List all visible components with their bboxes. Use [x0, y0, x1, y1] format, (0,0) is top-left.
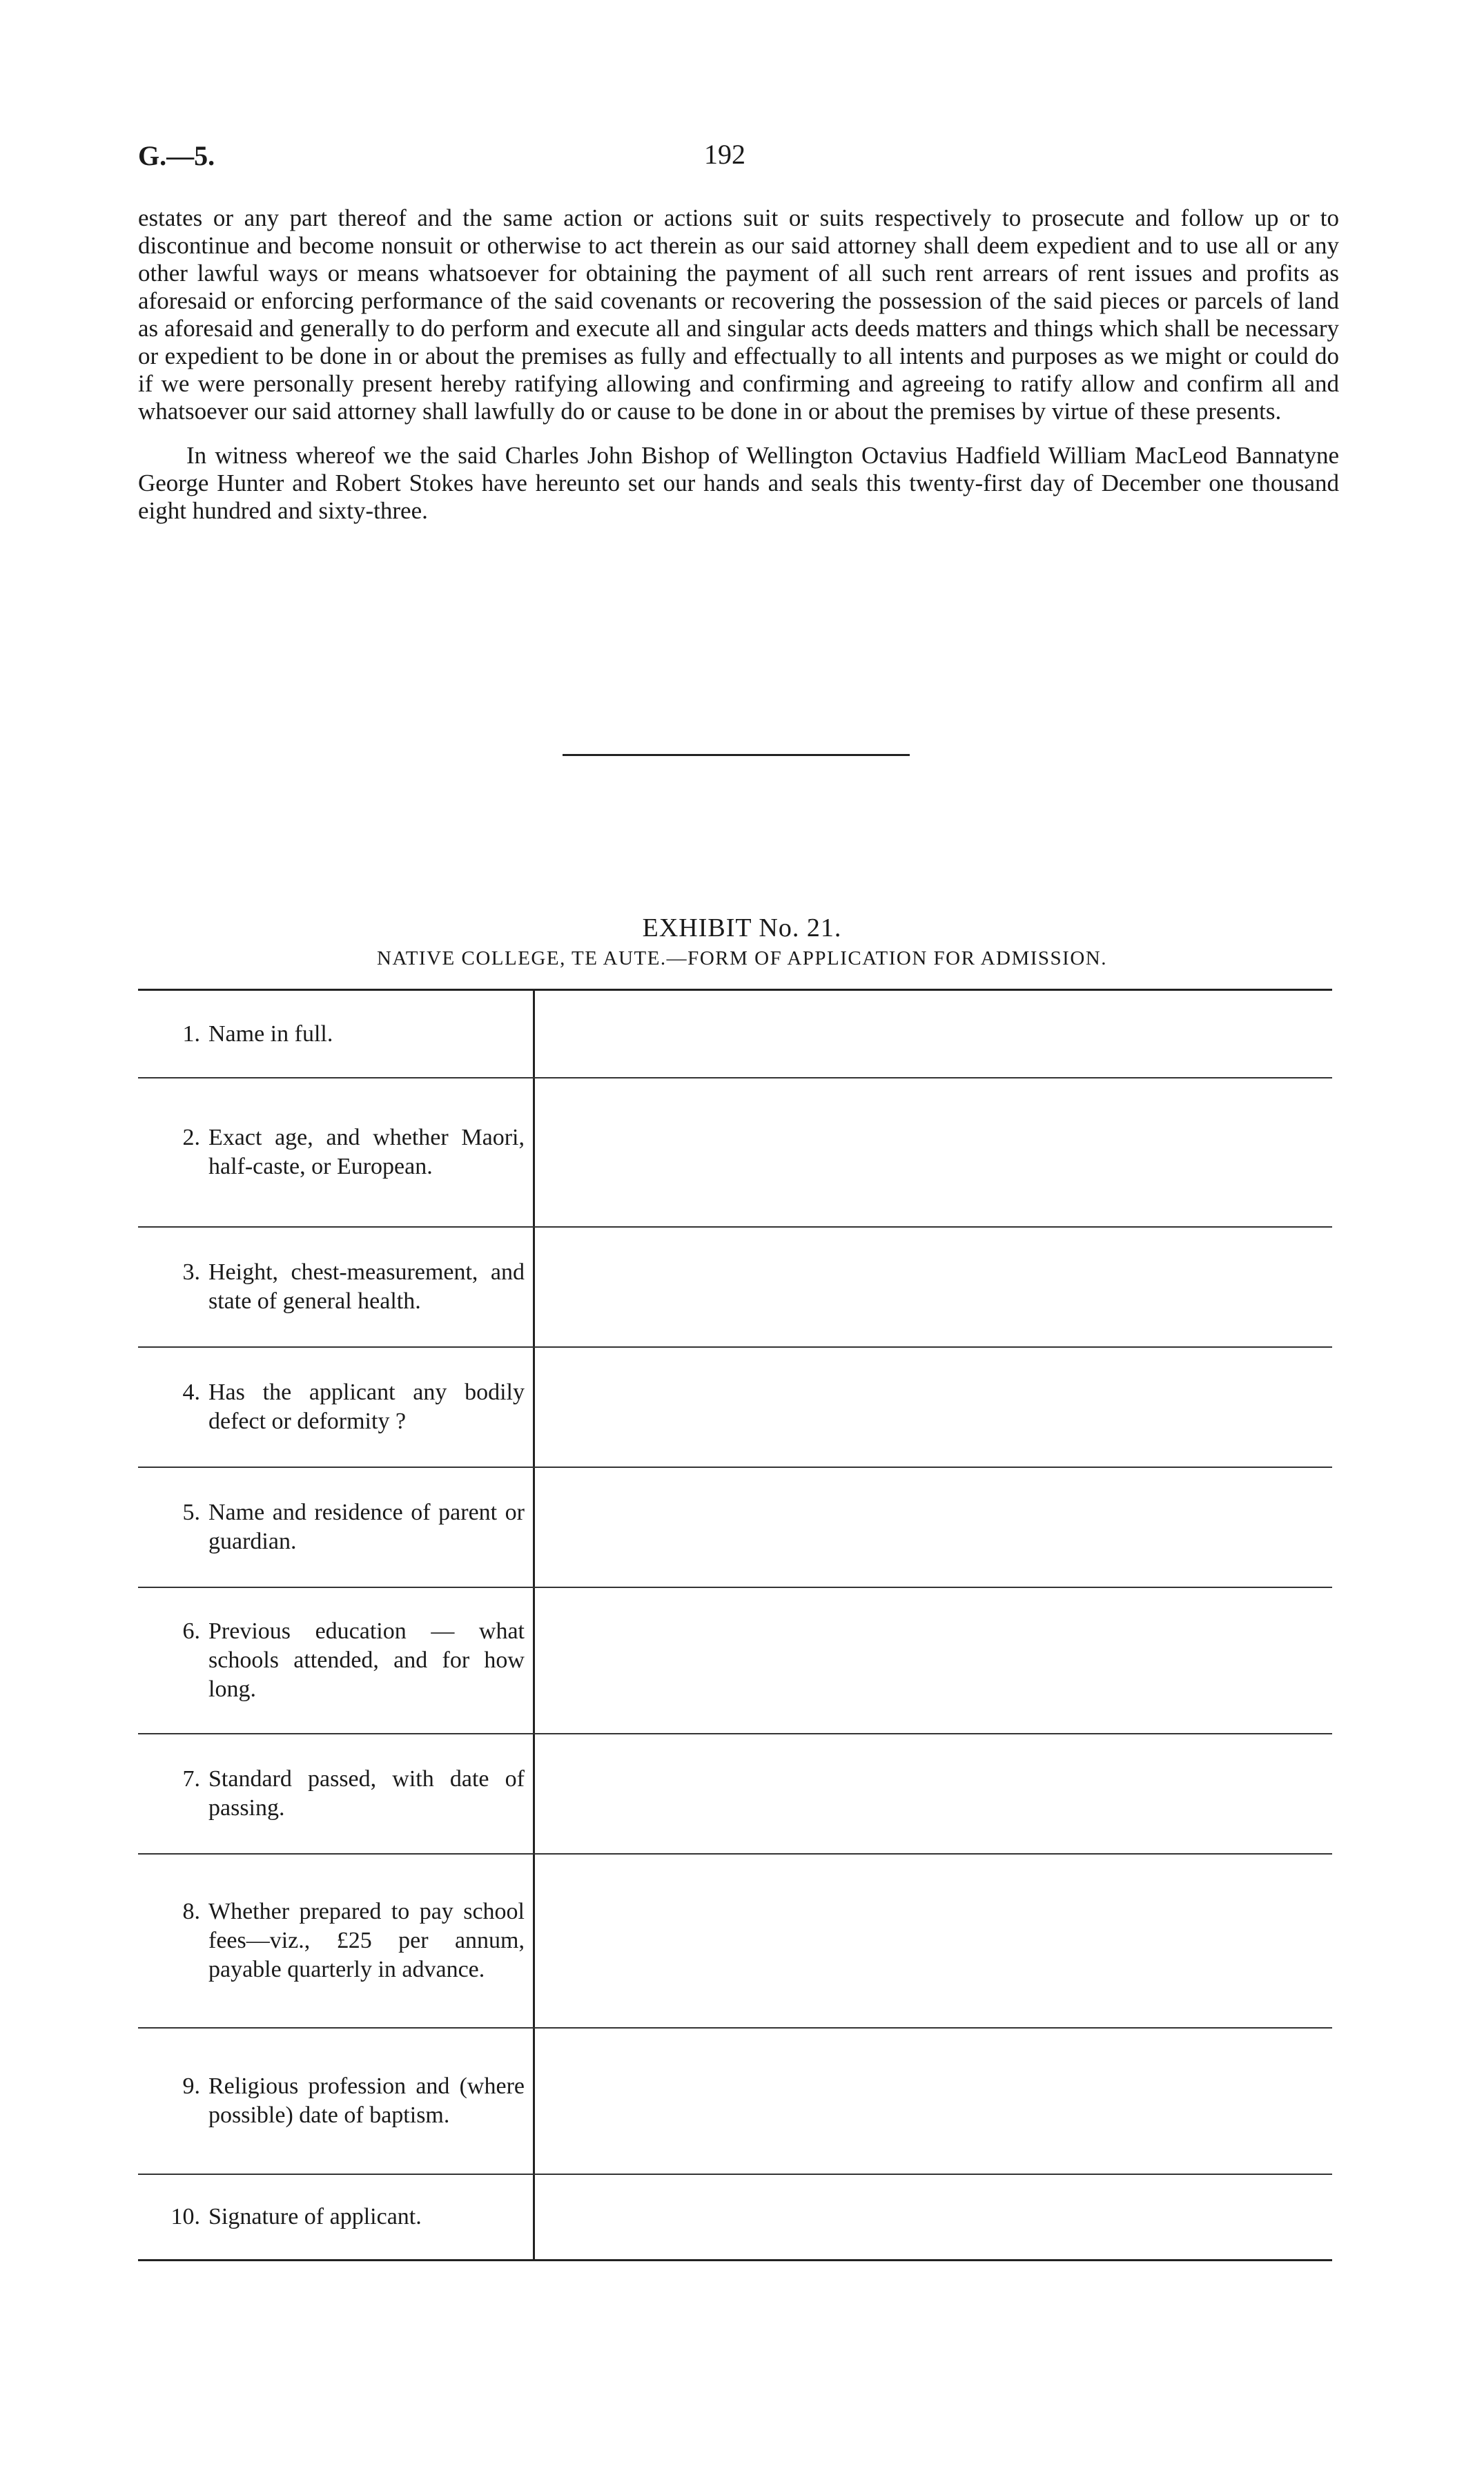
question-text: Signature of applicant.	[208, 2204, 422, 2229]
deed-paragraph-continuation: estates or any part thereof and the same action or actions suit or suits respectively to prosecute and follow up or to discontinue and become nonsuit or otherwise to act therein as our said attorney shall deem expedient and to use all or any other lawful ways or means whatsoever for obtaining the payment of all such rent arrears of rent issues and profits as aforesaid or enforcing performance of the said covenants or recovering the possession of the said pieces or parcels of land as aforesaid and generally to do perform and execute all and singular acts deeds matters and things which shall be necessary or expedient to be done in or about the premises as fully and effectually to all intents and purposes as we might or could do if we were personally present hereby ratifying allowing and confirming and agreeing to ratify allow and confirm all and whatsoever our said attorney shall lawfully do or cause to be done in or about the premises by virtue of these presents.	[138, 204, 1339, 425]
answer-field[interactable]	[535, 1348, 1332, 1467]
question-text: Name in full.	[208, 1020, 333, 1047]
form-row	[138, 1855, 1332, 2029]
question-text: Exact age, and whether Maori, half-caste, or European.	[208, 1125, 525, 1179]
form-row	[138, 1734, 1332, 1855]
question-text: Standard passed, with date of passing.	[208, 1766, 525, 1821]
question-text: Height, chest-measurement, and state of general health.	[208, 1259, 525, 1314]
section-divider	[563, 754, 910, 756]
answer-field[interactable]	[535, 1468, 1332, 1587]
form-row	[138, 991, 1332, 1078]
question-number: 6.	[182, 1618, 200, 1644]
question-number: 7.	[182, 1766, 200, 1792]
form-row	[138, 1228, 1332, 1348]
question-number: 8.	[182, 1899, 200, 1924]
question-text: Has the applicant any bodily defect or deformity ?	[208, 1380, 525, 1434]
witness-paragraph: In witness whereof we the said Charles John Bishop of Wellington Octavius Hadfield William MacLeod Bannatyne George Hunter and Robert Stokes have hereunto set our hands and seals this twenty-first day of December one thousand eight hundred and sixty-three.	[138, 442, 1339, 524]
form-question	[138, 2029, 535, 2174]
form-question	[138, 2175, 535, 2259]
question-text: Whether prepared to pay school fees—viz., £25 per annum, payable quarterly in advance.	[208, 1899, 525, 1982]
question-number: 10.	[170, 2204, 200, 2229]
answer-field[interactable]	[535, 1228, 1332, 1346]
answer-field[interactable]	[535, 991, 1332, 1077]
question-number: 5.	[182, 1500, 200, 1525]
form-row	[138, 2175, 1332, 2259]
form-question	[138, 1348, 535, 1467]
signature-field[interactable]	[535, 2175, 1332, 2259]
exhibit-title: EXHIBIT No. 21.	[642, 913, 842, 942]
form-row	[138, 1468, 1332, 1588]
deed-text	[138, 204, 1339, 525]
form-question	[138, 1588, 535, 1733]
form-question	[138, 1078, 535, 1226]
application-form	[138, 989, 1332, 2261]
form-question	[138, 1855, 535, 2027]
document-reference: G.—5.	[138, 140, 215, 171]
form-question	[138, 1228, 535, 1346]
answer-field[interactable]	[535, 1734, 1332, 1853]
form-row	[138, 2029, 1332, 2175]
question-number: 3.	[182, 1259, 200, 1285]
form-row	[138, 1078, 1332, 1228]
answer-field[interactable]	[535, 1078, 1332, 1226]
form-question	[138, 1468, 535, 1587]
question-number: 4.	[182, 1380, 200, 1405]
answer-field[interactable]	[535, 1588, 1332, 1733]
question-number: 9.	[182, 2073, 200, 2099]
form-question	[138, 991, 535, 1077]
question-text: Name and residence of parent or guardian.	[208, 1500, 525, 1554]
form-question	[138, 1734, 535, 1853]
question-text: Previous education — what schools attended, and for how long.	[208, 1618, 525, 1702]
page-number: 192	[704, 139, 745, 170]
question-text: Religious profession and (where possible) date of baptism.	[208, 2073, 525, 2128]
answer-field[interactable]	[535, 1855, 1332, 2027]
exhibit-subtitle: NATIVE COLLEGE, TE AUTE.—FORM OF APPLICATION FOR ADMISSION.	[377, 947, 1107, 969]
form-row	[138, 1588, 1332, 1734]
question-number: 1.	[182, 1020, 200, 1047]
form-row	[138, 1348, 1332, 1468]
question-number: 2.	[182, 1125, 200, 1150]
answer-field[interactable]	[535, 2029, 1332, 2174]
